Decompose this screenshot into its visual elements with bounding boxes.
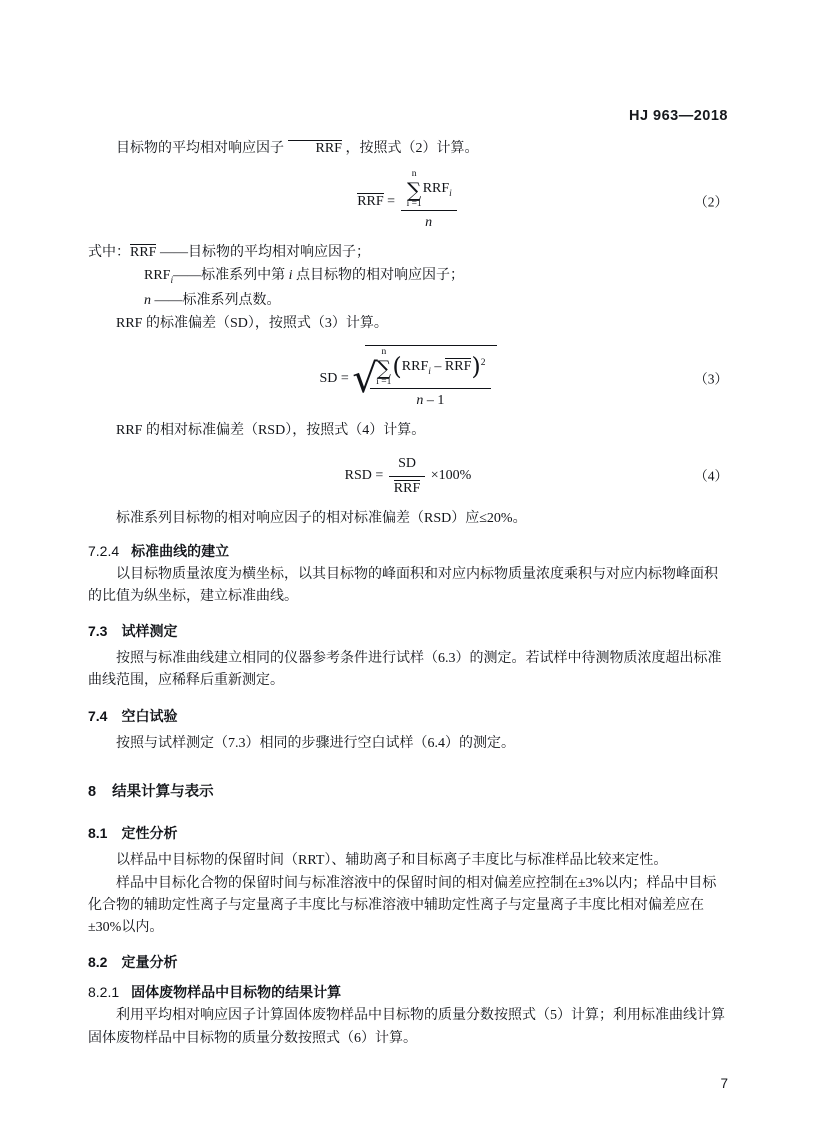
paragraph-rsd-limit: 标准系列目标物的相对响应因子的相对标准偏差（RSD）应≤20%。: [116, 510, 527, 526]
formula-3-number: （3）: [694, 371, 728, 387]
paragraph-sd-intro: RRF 的标准偏差（SD），按照式（3）计算。: [116, 316, 388, 332]
heading-7-2-4: [88, 540, 728, 562]
heading-8-1: [88, 822, 728, 844]
paragraph-rrf-average-intro: 目标物的平均相对响应因子 RRF ，按照式（2）计算。: [116, 141, 479, 157]
page-number: 7: [720, 1076, 728, 1091]
heading-7-2-4-title: 标准曲线的建立: [131, 542, 230, 559]
formula-4-number: （4）: [694, 468, 728, 484]
heading-7-4-num: 7.4: [88, 707, 108, 724]
formula-4: RSD = $\frac{SD}{\text{RRF}}$ ×100% （4）: [88, 453, 728, 500]
heading-8-2-1-title: 固体废物样品中目标物的结果计算: [131, 984, 342, 1001]
page-content: [88, 138, 728, 1051]
heading-8-2-title: 定量分析: [121, 954, 178, 971]
heading-7-4-title: 空白试验: [121, 707, 178, 724]
formula-3: SD = √ n ∑ i =1 $(RRF_i - RRF)^2$ n – 1 （3）: [88, 345, 728, 412]
heading-8-2-1-num: 8.2.1: [88, 984, 120, 1001]
heading-8-title: 结果计算与表示: [112, 783, 214, 800]
heading-7-3: [88, 620, 728, 642]
paragraph-rsd-intro: RRF 的相对标准偏差（RSD），按照式（4）计算。: [116, 423, 426, 439]
formula-2-number: （2）: [694, 194, 728, 210]
page-header: HJ 963—2018: [628, 108, 728, 124]
paragraph-8-1-2: 样品中目标化合物的保留时间与标准溶液中的保留时间的相对偏差应控制在±3%以内；样品中目标化合物的辅助定性离子与定量离子丰度比与标准溶液中辅助定性离子与定量离子丰度比相对偏差应在±30%以内。: [88, 875, 717, 936]
heading-7-3-num: 7.3: [88, 623, 108, 640]
paragraph-7-3: 按照与标准曲线建立相同的仪器参考条件进行试样（6.3）的测定。若试样中待测物质浓度超出标准曲线范围，应稀释后重新测定。: [88, 651, 722, 689]
heading-8-2-num: 8.2: [88, 954, 108, 971]
legend-item-n: n ——标准系列点数。: [144, 293, 281, 309]
heading-8-2: [88, 951, 728, 973]
heading-8: [88, 781, 728, 804]
heading-8-num: 8: [88, 783, 97, 800]
paragraph-8-2-1: 利用平均相对响应因子计算固体废物样品中目标物的质量分数按照式（5）计算；利用标准曲线计算固体废物样品中目标物的质量分数按照式（6）计算。: [88, 1008, 725, 1046]
legend-label: 式中：RRF ——目标物的平均相对响应因子；: [88, 245, 370, 261]
formula-2: RRF = n ∑ i =1 $RRF_i$ n （2）: [357, 169, 728, 231]
paragraph-7-2-4: 以目标物质量浓度为横坐标，以其目标物的峰面积和对应内标物质量浓度乘积与对应内标物峰面积的比值为纵坐标，建立标准曲线。: [88, 567, 718, 605]
legend-item-rrf-i: $RRF_i——$标准系列中第 i 点目标物的相对响应因子；: [144, 268, 464, 287]
heading-7-2-4-num: 7.2.4: [88, 542, 120, 559]
heading-8-1-num: 8.1: [88, 824, 108, 841]
paragraph-8-1-1: 以样品中目标物的保留时间（RRT）、辅助离子和目标离子丰度比与标准样品比较来定性。: [116, 852, 668, 868]
heading-8-1-title: 定性分析: [121, 824, 178, 841]
heading-8-2-1: [88, 981, 728, 1003]
heading-7-3-title: 试样测定: [121, 623, 178, 640]
heading-7-4: [88, 705, 728, 727]
paragraph-7-4: 按照与试样测定（7.3）相同的步骤进行空白试样（6.4）的测定。: [116, 735, 515, 751]
